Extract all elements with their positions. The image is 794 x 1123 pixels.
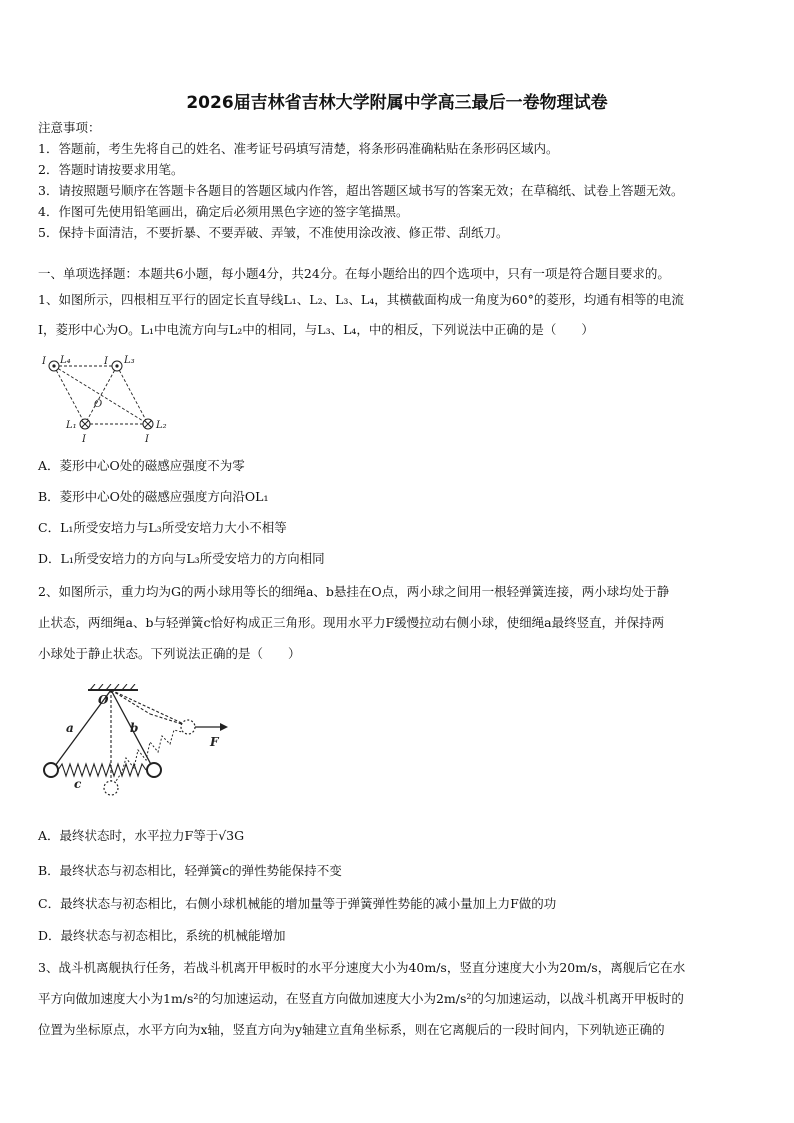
label-I: I — [82, 434, 86, 445]
q3-stem-line: 平方向做加速度大小为1m/s²的匀加速运动，在竖直方向做加速度大小为2m/s²的匀加速运动，以战斗机离开甲板时的 — [38, 991, 684, 1006]
label-O: O — [98, 693, 109, 707]
q1-option-d: D．L₁所受安培力的方向与L₃所受安培力的方向相同 — [38, 551, 325, 566]
label-L3: L₃ — [124, 355, 135, 366]
q2-option-b: B．最终状态与初态相比，轻弹簧c的弹性势能保持不变 — [38, 863, 342, 878]
q2-stem-line: 止状态，两细绳a、b与轻弹簧c恰好构成正三角形。现用水平力F缓慢拉动右侧小球，使细绳a最终竖直，并保持两 — [38, 615, 665, 630]
note-item: 1．答题前，考生先将自己的姓名、准考证号码填写清楚，将条形码准确粘贴在条形码区域内。 — [38, 141, 559, 156]
label-F: F — [210, 735, 219, 749]
label-L2: L₂ — [156, 420, 167, 431]
q2-stem-line: 2、如图所示，重力均为G的两小球用等长的细绳a、b悬挂在O点，两小球之间用一根轻弹簧连接，两小球均处于静 — [38, 584, 670, 599]
q1-option-c: C．L₁所受安培力与L₃所受安培力大小不相等 — [38, 520, 287, 535]
q2-stem-line: 小球处于静止状态。下列说法正确的是（ ） — [38, 646, 301, 661]
notes-heading: 注意事项： — [38, 120, 101, 135]
label-O: O — [94, 399, 103, 410]
label-c: c — [74, 777, 82, 791]
q1-option-a: A．菱形中心O处的磁感应强度不为零 — [38, 458, 245, 473]
note-item: 4．作图可先使用铅笔画出，确定后必须用黑色字迹的签字笔描黑。 — [38, 204, 409, 219]
label-I: I — [104, 356, 108, 367]
note-item: 2．答题时请按要求用笔。 — [38, 162, 184, 177]
right-ball-icon — [147, 763, 161, 777]
page-title: 2026届吉林省吉林大学附属中学高三最后一卷物理试卷 — [186, 93, 608, 113]
q2-option-d: D．最终状态与初态相比，系统的机械能增加 — [38, 928, 286, 943]
note-item: 5．保持卡面清洁，不要折暴、不要弄破、弄皱，不准使用涂改液、修正带、刮纸刀。 — [38, 225, 509, 240]
wire-cross-icon — [143, 419, 153, 429]
note-item: 3．请按照题号顺序在答题卡各题目的答题区域内作答，超出答题区域书写的答案无效；在草稿纸、试卷上答题无效。 — [38, 183, 684, 198]
label-I: I — [42, 356, 46, 367]
section-heading: 一、单项选择题：本题共6小题，每小题4分，共24分。在每小题给出的四个选项中，只有一项是符合题目要求的。 — [38, 266, 670, 281]
wire-cross-icon — [80, 419, 90, 429]
label-a: a — [66, 721, 74, 735]
q1-option-b: B．菱形中心O处的磁感应强度方向沿OL₁ — [38, 489, 269, 504]
q2-pendulum-figure — [38, 684, 238, 802]
q1-stem-line: 1、如图所示，四根相互平行的固定长直导线L₁、L₂、L₃、L₄，其横截面构成一角度为60°的菱形，均通有相等的电流 — [38, 292, 684, 307]
wire-dot-icon — [112, 361, 122, 371]
spring-c-icon — [58, 764, 146, 776]
label-I: I — [145, 434, 149, 445]
left-ball-icon — [44, 763, 58, 777]
label-L1: L₁ — [66, 420, 77, 431]
q2-option-a: A．最终状态时，水平拉力F等于√3G — [38, 828, 245, 843]
q3-stem-line: 位置为坐标原点，水平方向为x轴，竖直方向为y轴建立直角坐标系，则在它离舰后的一段时间内，下列轨迹正确的 — [38, 1022, 665, 1037]
arrow-right-icon — [220, 723, 228, 731]
q3-stem-line: 3、战斗机离舰执行任务，若战斗机离开甲板时的水平分速度大小为40m/s，竖直分速度大小为20m/s，离舰后它在水 — [38, 960, 686, 975]
q1-stem-line: I，菱形中心为O。L₁中电流方向与L₂中的相同，与L₃、L₄，中的相反，下列说法中正确的是（ ） — [38, 322, 594, 337]
wire-dot-icon — [49, 361, 59, 371]
q2-option-c: C．最终状态与初态相比，右侧小球机械能的增加量等于弹簧弹性势能的减小量加上力F做的功 — [38, 896, 557, 911]
label-L4: L₄ — [60, 355, 71, 366]
label-b: b — [130, 721, 139, 735]
q1-rhombus-figure — [38, 350, 178, 446]
